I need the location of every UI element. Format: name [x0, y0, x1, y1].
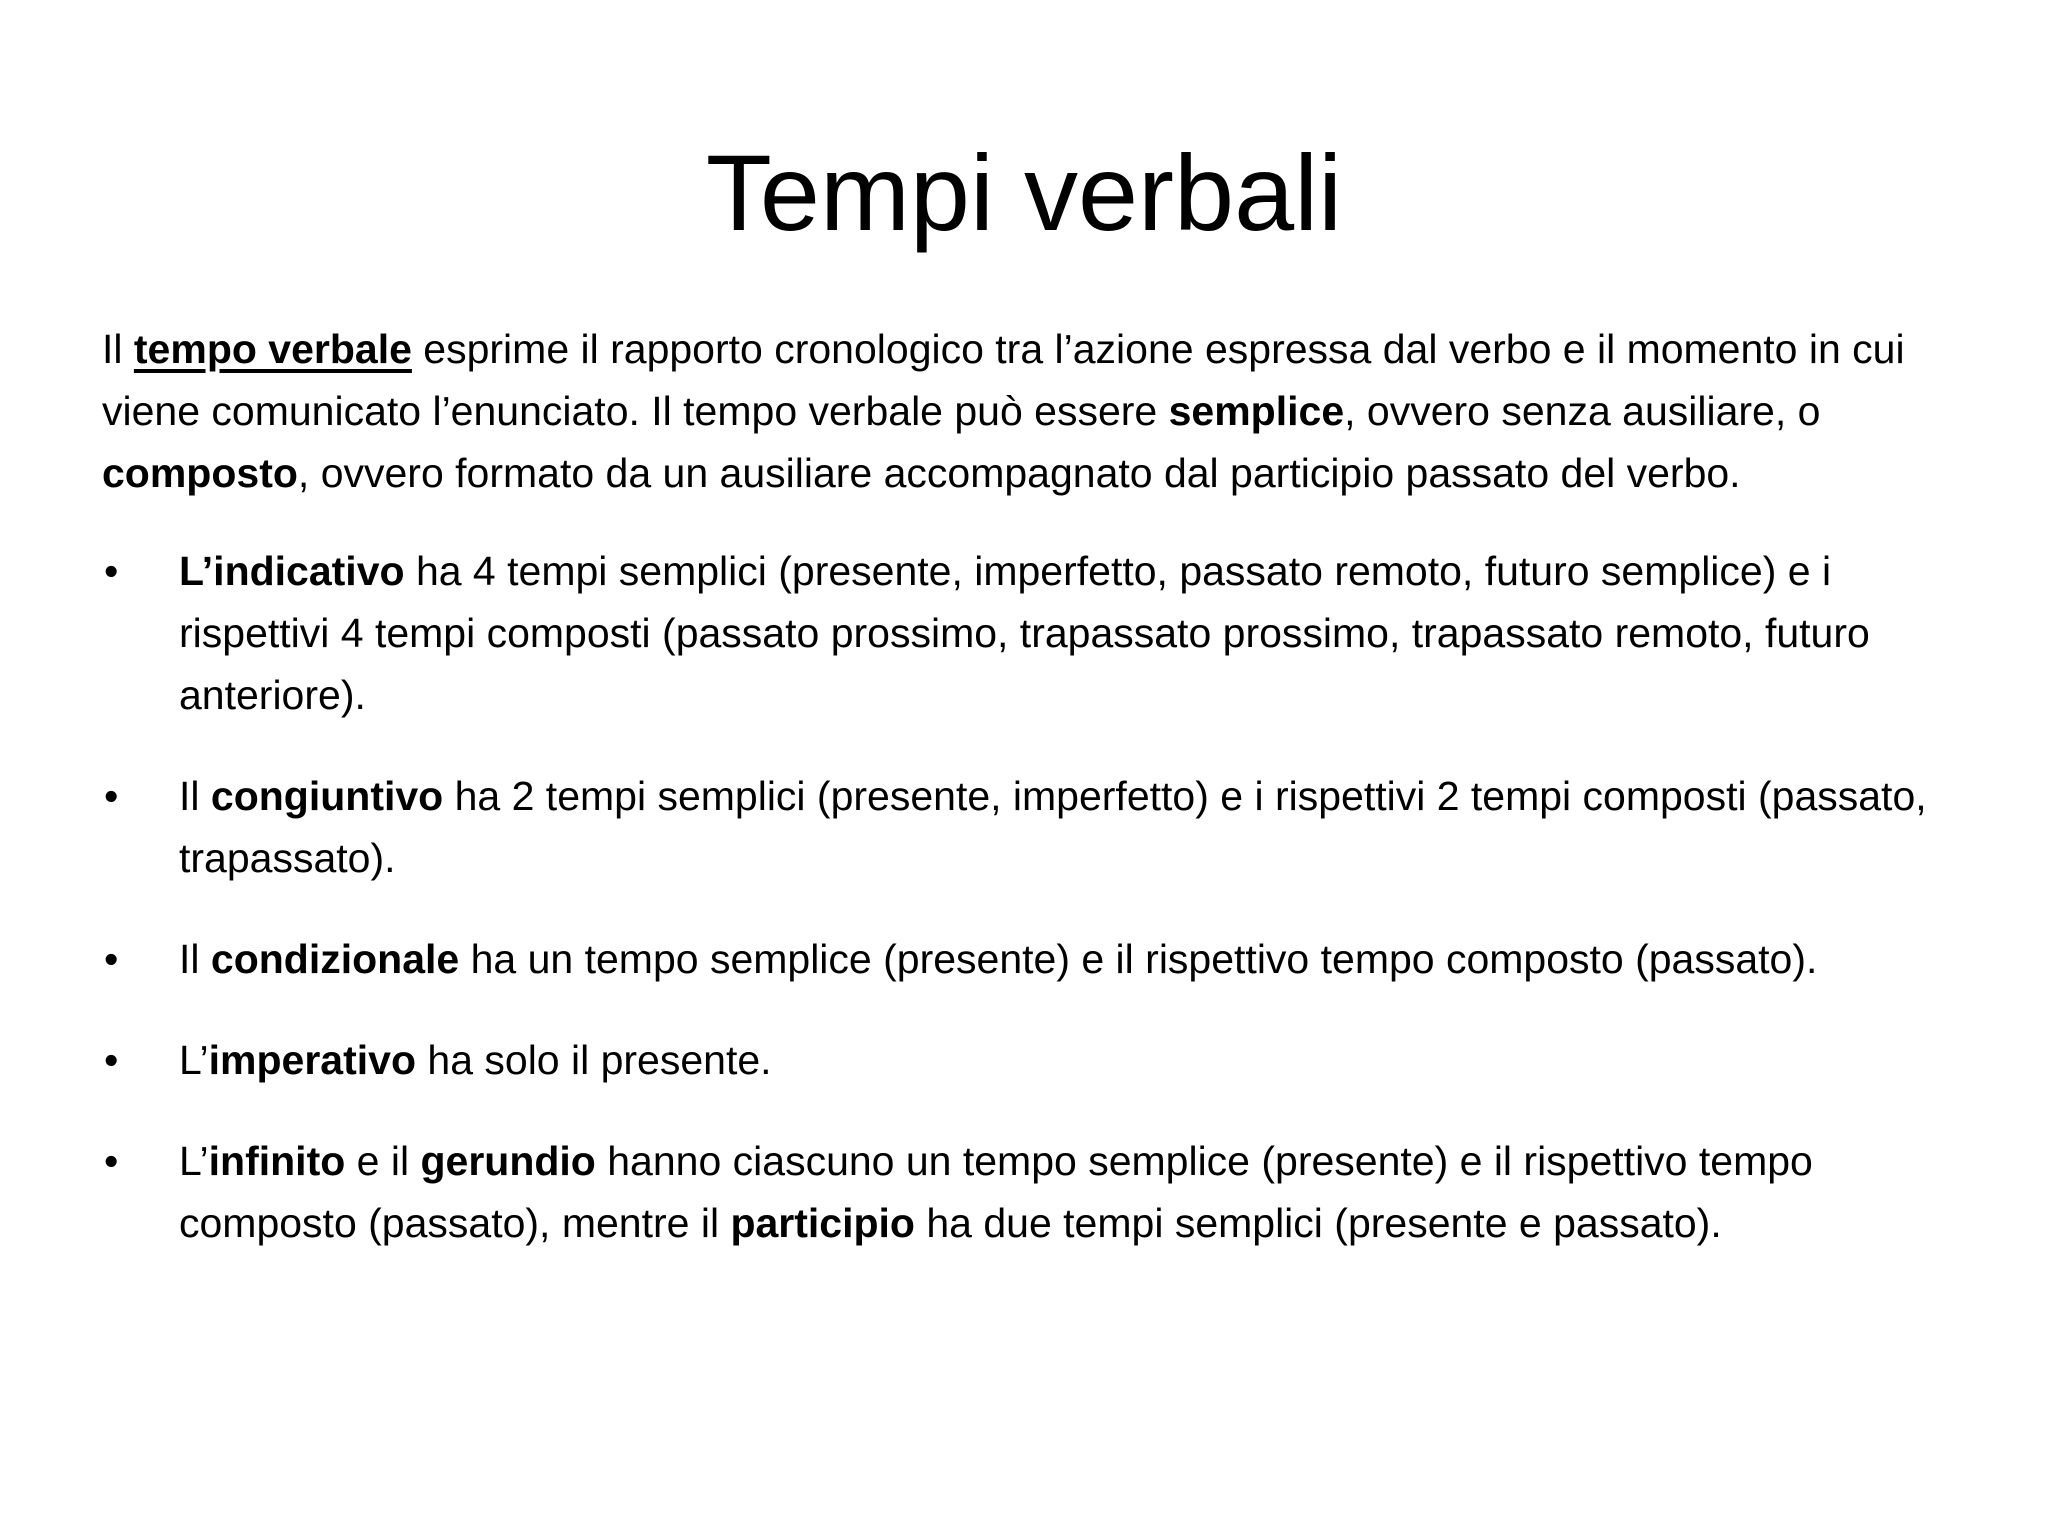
bullet-text: ha 4 tempi semplici (presente, imperfetto, passato remoto, futuro semplice) e i rispettivi 4 tempi composti (passato prossimo, trapassato prossimo, trapassato remoto, futuro anteriore).: [179, 548, 1870, 718]
bullet-dot-icon: •: [104, 936, 119, 982]
bullet-condizionale: [102, 928, 1962, 990]
intro-paragraph: [102, 318, 1962, 504]
bullet-text: hanno ciascuno un tempo semplice (presente) e il rispettivo tempo composto (passato), mentre il: [179, 1138, 1813, 1246]
keyword-infinito: infinito: [208, 1138, 346, 1184]
slide-title: Tempi verbali: [705, 132, 1343, 253]
bullet-text: L’: [179, 1037, 209, 1083]
bullet-text: e il: [345, 1138, 421, 1184]
bullet-infinito-gerundio-participio: [102, 1130, 1962, 1254]
intro-text-3: , ovvero senza ausiliare, o: [1344, 388, 1821, 434]
slide-content: [102, 318, 1962, 1293]
bullet-text: Il: [179, 773, 211, 819]
keyword-gerundio: gerundio: [420, 1138, 596, 1184]
bullet-dot-icon: •: [104, 773, 119, 819]
keyword-composto: composto: [102, 450, 298, 496]
bullet-text: ha due tempi semplici (presente e passato).: [914, 1200, 1722, 1246]
intro-text-2: esprime il rapporto cronologico tra l’azione espressa dal verbo e il momento in cui viene comunicato l’enunciato. Il tempo verbale può essere: [102, 326, 1905, 434]
bullet-dot-icon: •: [104, 1037, 119, 1083]
bullet-text: Il: [179, 936, 211, 982]
bullet-text: ha un tempo semplice (presente) e il rispettivo tempo composto (passato).: [459, 936, 1818, 982]
bullet-text: L’: [179, 1138, 209, 1184]
keyword-tempo-verbale: tempo verbale: [133, 326, 412, 372]
bullet-dot-icon: •: [104, 548, 119, 594]
keyword-indicativo: L’indicativo: [179, 548, 405, 594]
keyword-condizionale: condizionale: [210, 936, 460, 982]
intro-text-4: , ovvero formato da un ausiliare accompagnato dal participio passato del verbo.: [297, 450, 1741, 496]
bullet-dot-icon: •: [104, 1138, 119, 1184]
bullet-text: ha 2 tempi semplici (presente, imperfetto) e i rispettivi 2 tempi composti (passato, trapassato).: [179, 773, 1927, 881]
keyword-congiuntivo: congiuntivo: [210, 773, 444, 819]
keyword-participio: participio: [730, 1200, 915, 1246]
bullet-text: ha solo il presente.: [416, 1037, 772, 1083]
bullet-imperativo: [102, 1029, 1962, 1091]
intro-text-1: Il: [102, 326, 134, 372]
keyword-semplice: semplice: [1168, 388, 1345, 434]
keyword-imperativo: imperativo: [208, 1037, 416, 1083]
bullet-list: [102, 540, 1962, 1254]
bullet-congiuntivo: [102, 765, 1962, 889]
bullet-indicativo: [102, 540, 1962, 726]
